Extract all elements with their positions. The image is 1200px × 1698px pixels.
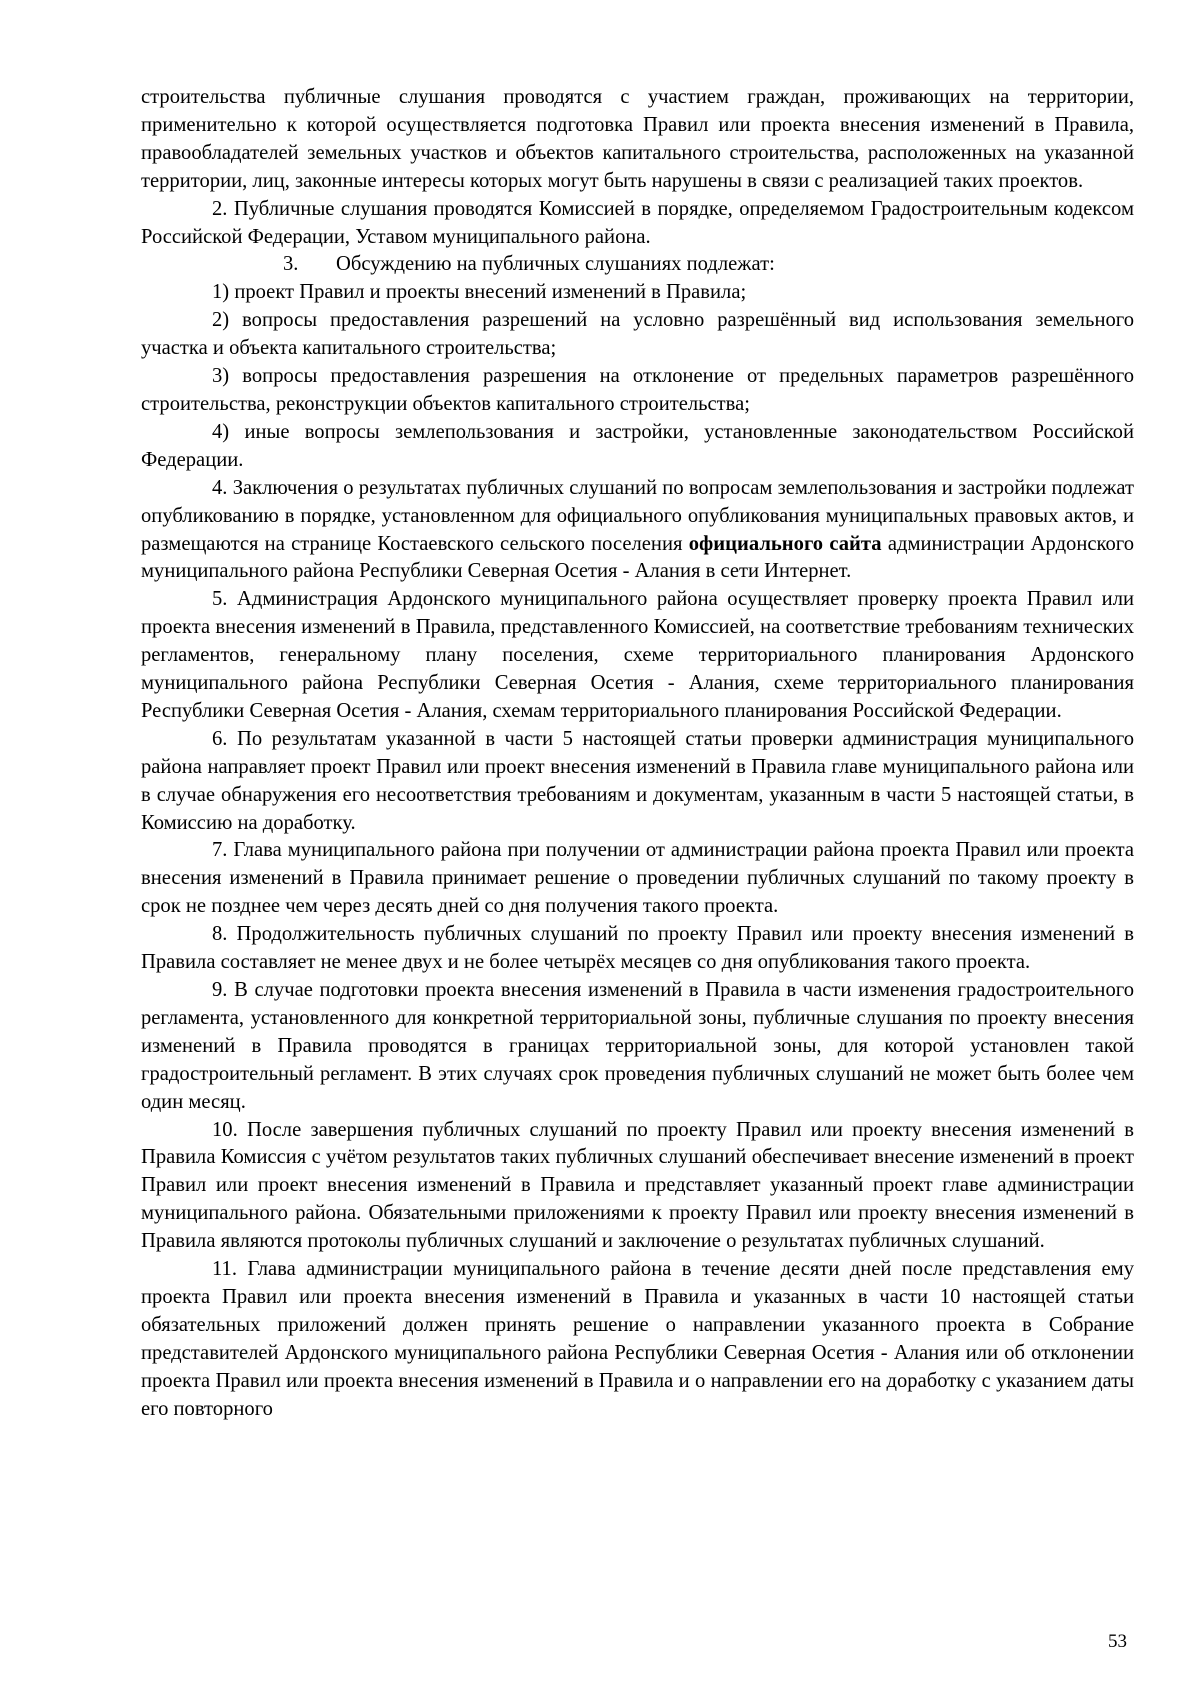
paragraph-number: 10.	[212, 1118, 238, 1141]
paragraph-9	[141, 977, 1134, 1117]
paragraph-text: Публичные слушания проводятся Комиссией в порядке, определяемом Градостроительным кодексом Российской Федерации, Уставом муниципального района.	[141, 197, 1134, 248]
page-number: 53	[1108, 1631, 1127, 1652]
paragraph-4	[141, 475, 1134, 587]
list-item-4	[141, 419, 1134, 475]
paragraph-text: Глава администрации муниципального района в течение десяти дней после представления ему проекта Правил или проекта внесения изменений в Правила и указанных в части 10 настоящей статьи обязательных приложений должен принять решение о направлении указанного проекта в Собрание представителей Ардонского муниципального района Республики Северная Осетия - Алания или об отклонении проекта Правил или проекта внесения изменений в Правила и о направлении его на доработку с указанием даты его повторного	[141, 1258, 1134, 1420]
paragraph-number: 8.	[212, 923, 228, 946]
paragraph-number: 9.	[212, 979, 228, 1001]
paragraph-text: В случае подготовки проекта внесения изменений в Правила в части изменения градостроительного регламента, установленного для конкретной территориальной зоны, публичные слушания по проекту внесения изменений в Правила проводятся в границах территориальной зоны, для которой установлен такой градостроительный регламент. В этих случаях срок проведения публичных слушаний не может быть более чем один месяц.	[141, 979, 1134, 1113]
paragraph-text: строительства публичные слушания проводятся с участием граждан, проживающих на территории, применительно к которой осуществляется подготовка Правил или проекта внесения изменений в Правила, правообладателей земельных участков и объектов капитального строительства, расположенных на указанной территории, лиц, законные интересы которых могут быть нарушены в связи с реализацией таких проектов.	[141, 86, 1134, 192]
paragraph-text: После завершения публичных слушаний по проекту Правил или проекту внесения изменений в Правила Комиссия с учётом результатов таких публичных слушаний обеспечивает внесение изменений в проект Правил или проект внесения изменений в Правила и представляет указанный проект главе администрации муниципального района. Обязательными приложениями к проекту Правил или проекту внесения изменений в Правила являются протоколы публичных слушаний и заключение о результатах публичных слушаний.	[141, 1118, 1134, 1253]
paragraph-text: По результатам указанной в части 5 настоящей статьи проверки администрация муниципального района направляет проект Правил или проект внесения изменений в Правила главе муниципального района или в случае обнаружения его несоответствия требованиям и документам, указанным в части 5 настоящей статьи, в Комиссию на доработку.	[141, 727, 1134, 834]
paragraph-number: 6.	[212, 727, 228, 750]
paragraph-number: 5.	[212, 588, 228, 611]
paragraph-5	[141, 586, 1134, 726]
paragraph-text: Продолжительность публичных слушаний по проекту Правил или проекту внесения изменений в Правила составляет не менее двух и не более четырёх месяцев со дня опубликования такого проекта.	[141, 923, 1134, 974]
paragraph-11	[141, 1256, 1134, 1423]
paragraph-3	[141, 251, 1134, 279]
paragraph-text: Администрация Ардонского муниципального района осуществляет проверку проекта Правил или проекта внесения изменений в Правила, представленного Комиссией, на соответствие требованиям технических регламентов, генеральному плану поселения, схеме территориального планирования Ардонского муниципального района Республики Северная Осетия - Алания, схеме территориального планирования Республики Северная Осетия - Алания, схемам территориального планирования Российской Федерации.	[141, 588, 1134, 722]
paragraph-2	[141, 196, 1134, 252]
list-item-text: проект Правил и проекты внесений изменений в Правила;	[234, 281, 747, 304]
document-page	[141, 84, 1134, 1424]
paragraph-6	[141, 726, 1134, 838]
paragraph-text: Глава муниципального района при получении от администрации района проекта Правил или проекта внесения изменений в Правила принимает решение о проведении публичных слушаний по такому проекту в срок не позднее чем через десять дней со дня получения такого проекта.	[141, 839, 1134, 918]
list-item-text: вопросы предоставления разрешения на отклонение от предельных параметров разрешённого строительства, реконструкции объектов капитального строительства;	[141, 365, 1134, 415]
paragraph-number: 4.	[212, 476, 228, 499]
paragraph-continuation	[141, 84, 1134, 196]
paragraph-text-after: администрации Ардонского муниципального района Республики Северная Осетия - Алания в сети Интернет.	[141, 532, 1135, 583]
paragraph-10	[141, 1117, 1134, 1257]
list-item-number: 4)	[212, 420, 230, 443]
paragraph-number: 11.	[212, 1258, 237, 1281]
paragraph-bold-text: официального сайта	[688, 532, 882, 555]
paragraph-text: Заключения о результатах публичных слушаний по вопросам землепользования и застройки подлежат опубликованию в порядке, установленном для официального опубликования муниципальных правовых актов, и размещаются на странице Костаевского сельского поселения	[141, 476, 1134, 555]
list-item-text: иные вопросы землепользования и застройки, установленные законодательством Российской Федерации.	[141, 420, 1134, 471]
paragraph-number: 3.	[283, 253, 299, 276]
paragraph-number: 7.	[212, 839, 228, 862]
paragraph-text: Обсуждению на публичных слушаниях подлежат:	[336, 253, 775, 276]
list-item-2	[141, 307, 1134, 363]
list-item-text: вопросы предоставления разрешений на условно разрешённый вид использования земельного участка и объекта капитального строительства;	[141, 309, 1134, 360]
list-item-number: 1)	[212, 281, 230, 304]
list-item-number: 3)	[212, 365, 230, 388]
list-item-number: 2)	[212, 309, 230, 332]
paragraph-8	[141, 921, 1134, 977]
list-item-1	[141, 279, 1134, 307]
list-item-3	[141, 363, 1134, 419]
paragraph-7	[141, 837, 1134, 921]
paragraph-number: 2.	[212, 197, 228, 220]
